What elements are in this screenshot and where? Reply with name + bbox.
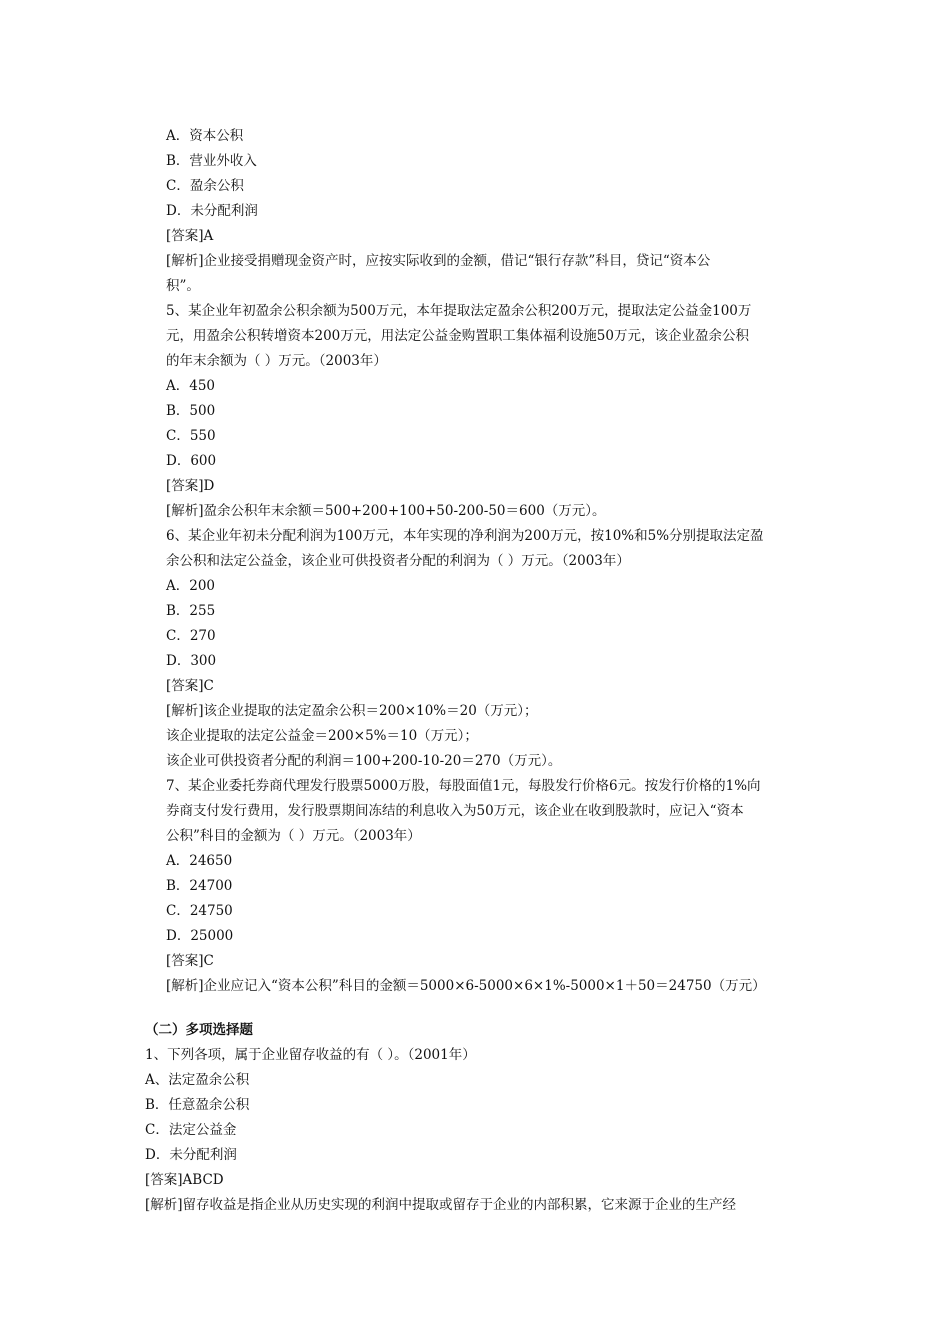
question-6-cont: 余公积和法定公益金，该企业可供投资者分配的利润为（ ）万元。（2003年） bbox=[166, 553, 630, 569]
analysis: [解析]该企业提取的法定盈余公积＝200×10%＝20（万元）； bbox=[166, 703, 538, 719]
question-7-cont: 券商支付发行费用，发行股票期间冻结的利息收入为50万元，该企业在收到股款时，应记入“资本 bbox=[166, 803, 744, 819]
question-1: 1、下列各项，属于企业留存收益的有（ ）。（2001年） bbox=[145, 1047, 476, 1063]
option-c: C．550 bbox=[166, 428, 216, 444]
option-a: A．24650 bbox=[166, 853, 233, 869]
question-5-cont: 的年末余额为（ ）万元。（2003年） bbox=[166, 353, 387, 369]
analysis: [解析]留存收益是指企业从历史实现的利润中提取或留存于企业的内部积累，它来源于企业的生产经 bbox=[145, 1197, 737, 1213]
analysis: [解析]企业接受捐赠现金资产时，应按实际收到的金额，借记“银行存款”科目，贷记“资本公 bbox=[166, 253, 711, 269]
section-heading: （二）多项选择题 bbox=[145, 1022, 253, 1038]
option-b: B．24700 bbox=[166, 878, 233, 894]
option-d: D．未分配利润 bbox=[145, 1147, 237, 1163]
answer: [答案]D bbox=[166, 478, 215, 494]
option-b: B．500 bbox=[166, 403, 216, 419]
option-c: C．24750 bbox=[166, 903, 233, 919]
analysis-cont: 积”。 bbox=[166, 278, 200, 294]
question-5: 5、某企业年初盈余公积余额为500万元，本年提取法定盈余公积200万元，提取法定公益金100万 bbox=[166, 303, 752, 319]
option-a: A．200 bbox=[166, 578, 216, 594]
option-a: A．资本公积 bbox=[166, 128, 244, 144]
question-7-cont: 公积”科目的金额为（ ）万元。（2003年） bbox=[166, 828, 421, 844]
analysis-cont: 该企业提取的法定公益金＝200×5%＝10（万元）； bbox=[166, 728, 478, 744]
question-7: 7、某企业委托券商代理发行股票5000万股，每股面值1元，每股发行价格6元。按发行价格的1%向 bbox=[166, 778, 761, 794]
option-d: D．600 bbox=[166, 453, 217, 469]
analysis: [解析]盈余公积年末余额＝500+200+100+50-200-50＝600（万元）。 bbox=[166, 503, 606, 519]
option-a: A、法定盈余公积 bbox=[145, 1072, 250, 1088]
option-c: C．法定公益金 bbox=[145, 1122, 237, 1138]
option-a: A．450 bbox=[166, 378, 216, 394]
answer: [答案]C bbox=[166, 678, 214, 694]
option-d: D．未分配利润 bbox=[166, 203, 258, 219]
option-d: D．25000 bbox=[166, 928, 234, 944]
option-c: C．盈余公积 bbox=[166, 178, 244, 194]
answer: [答案]C bbox=[166, 953, 214, 969]
option-d: D．300 bbox=[166, 653, 217, 669]
question-6: 6、某企业年初未分配利润为100万元，本年实现的净利润为200万元，按10%和5%分别提取法定盈 bbox=[166, 528, 764, 544]
option-c: C．270 bbox=[166, 628, 216, 644]
analysis-cont: 该企业可供投资者分配的利润＝100+200-10-20＝270（万元）。 bbox=[166, 753, 562, 769]
answer: [答案]ABCD bbox=[145, 1172, 224, 1188]
option-b: B．任意盈余公积 bbox=[145, 1097, 250, 1113]
answer: [答案]A bbox=[166, 228, 214, 244]
option-b: B．255 bbox=[166, 603, 216, 619]
analysis: [解析]企业应记入“资本公积”科目的金额＝5000×6-5000×6×1%-5000×1＋50＝24750（万元） bbox=[166, 978, 766, 994]
option-b: B．营业外收入 bbox=[166, 153, 257, 169]
question-5-cont: 元，用盈余公积转增资本200万元，用法定公益金购置职工集体福利设施50万元，该企业盈余公积 bbox=[166, 328, 749, 344]
